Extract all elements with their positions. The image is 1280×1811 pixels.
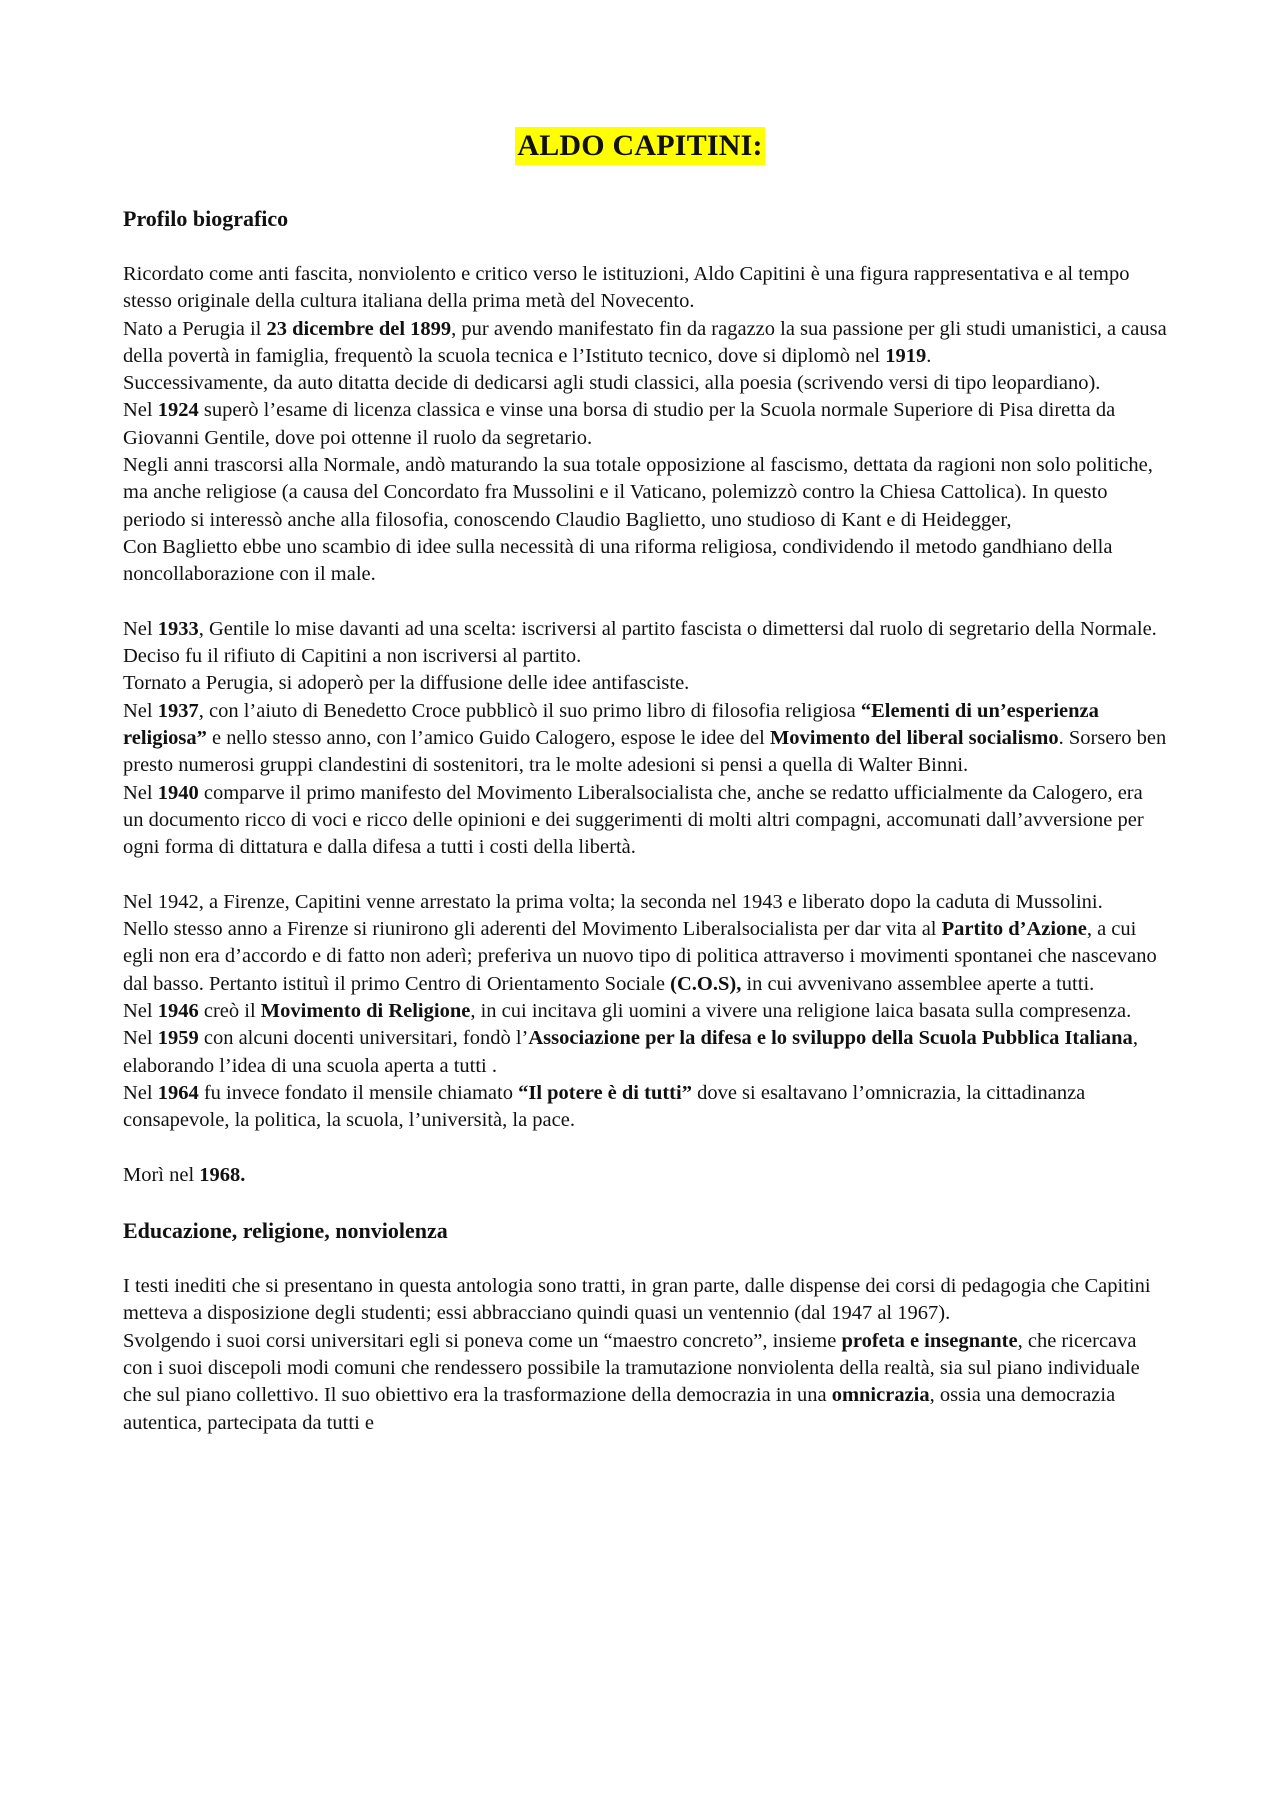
page-title: ALDO CAPITINI: bbox=[515, 127, 764, 165]
paragraph: Nato a Perugia il 23 dicembre del 1899, pur avendo manifestato fin da ragazzo la sua passione per gli studi umanistici, a causa della povertà in famiglia, frequentò la scuola tecnica e l’Istituto tecnico, dove si diplomò nel 1919. bbox=[123, 317, 1167, 367]
paragraph: Nel 1959 con alcuni docenti universitari, fondò l’Associazione per la difesa e lo sviluppo della Scuola Pubblica Italiana, elaborando l’idea di una scuola aperta a tutti . bbox=[123, 1027, 1138, 1077]
paragraph: Ricordato come anti fascita, nonviolento e critico verso le istituzioni, Aldo Capitini è una figura rappresentativa e al tempo stesso originale della cultura italiana della prima metà del Novecento. bbox=[123, 263, 1130, 313]
document-body bbox=[123, 205, 1168, 1437]
paragraph: Nel 1946 creò il Movimento di Religione, in cui incitava gli uomini a vivere una religione laica basata sulla compresenza. bbox=[123, 1000, 1132, 1023]
paragraph: Svolgendo i suoi corsi universitari egli si poneva come un “maestro concreto”, insieme profeta e insegnante, che ricercava con i suoi discepoli modi comuni che rendessero possibile la tramutazione nonviolenta della realtà, sia sul piano individuale che sul piano collettivo. Il suo obiettivo era la trasformazione della democrazia in una omnicrazia, ossia una democrazia autentica, partecipata da tutti e bbox=[123, 1329, 1140, 1434]
paragraph: Nel 1933, Gentile lo mise davanti ad una scelta: iscriversi al partito fascista o dimettersi dal ruolo di segretario della Normale. Deciso fu il rifiuto di Capitini a non iscriversi al partito. bbox=[123, 617, 1157, 668]
paragraph: Morì nel 1968. bbox=[123, 1163, 246, 1186]
section-heading-educazione: Educazione, religione, nonviolenza bbox=[123, 1218, 448, 1244]
paragraph: Tornato a Perugia, si adoperò per la diffusione delle idee antifasciste. bbox=[123, 672, 690, 695]
paragraph: I testi inediti che si presentano in questa antologia sono tratti, in gran parte, dalle dispense dei corsi di pedagogia che Capitini metteva a disposizione degli studenti; essi abbracciano quindi quasi un ventennio (dal 1947 al 1967). bbox=[123, 1275, 1151, 1325]
paragraph: Nel 1940 comparve il primo manifesto del Movimento Liberalsocialista che, anche se redatto ufficialmente da Calogero, era un documento ricco di voci e ricco delle opinioni e dei suggerimenti di molti altri compagni, accomunati dall’avversione per ogni forma di dittatura e dalla difesa a tutti i costi della libertà. bbox=[123, 781, 1144, 859]
section-heading-profilo: Profilo biografico bbox=[123, 206, 289, 231]
paragraph: Negli anni trascorsi alla Normale, andò maturando la sua totale opposizione al fascismo, dettata da ragioni non solo politiche, ma anche religiose (a causa del Concordato fra Mussolini e il Vaticano, polemizzò contro la Chiesa Cattolica). In questo periodo si interessò anche alla filosofia, conoscendo Claudio Baglietto, uno studioso di Kant e di Heidegger, bbox=[123, 454, 1153, 531]
paragraph: Nel 1964 fu invece fondato il mensile chiamato “Il potere è di tutti” dove si esaltavano l’omnicrazia, la cittadinanza consapevole, la politica, la scuola, l’università, la pace. bbox=[123, 1081, 1086, 1132]
paragraph: Nel 1937, con l’aiuto di Benedetto Croce pubblicò il suo primo libro di filosofia religiosa “Elementi di un’esperienza religiosa” e nello stesso anno, con l’amico Guido Calogero, espose le idee del Movimento del liberal socialismo. Sorsero ben presto numerosi gruppi clandestini di sostenitori, tra le molte adesioni si pensi a quella di Walter Binni. bbox=[123, 699, 1167, 777]
paragraph: Nello stesso anno a Firenze si riunirono gli aderenti del Movimento Liberalsocialista per dar vita al Partito d’Azione, a cui egli non era d’accordo e di fatto non aderì; preferiva un nuovo tipo di politica attraverso i movimenti spontanei che nascevano dal basso. Pertanto istituì il primo Centro di Orientamento Sociale (C.O.S), in cui avvenivano assemblee aperte a tutti. bbox=[123, 918, 1157, 995]
paragraph: Con Baglietto ebbe uno scambio di idee sulla necessità di una riforma religiosa, condividendo il metodo gandhiano della noncollaborazione con il male. bbox=[123, 535, 1113, 586]
paragraph: Successivamente, da auto ditatta decide di dedicarsi agli studi classici, alla poesia (scrivendo versi di tipo leopardiano). bbox=[123, 372, 1101, 395]
paragraph: Nel 1924 superò l’esame di licenza classica e vinse una borsa di studio per la Scuola normale Superiore di Pisa diretta da Giovanni Gentile, dove poi ottenne il ruolo da segretario. bbox=[123, 399, 1116, 449]
title-wrap bbox=[0, 127, 1280, 165]
paragraph: Nel 1942, a Firenze, Capitini venne arrestato la prima volta; la seconda nel 1943 e liberato dopo la caduta di Mussolini. bbox=[123, 890, 1103, 913]
